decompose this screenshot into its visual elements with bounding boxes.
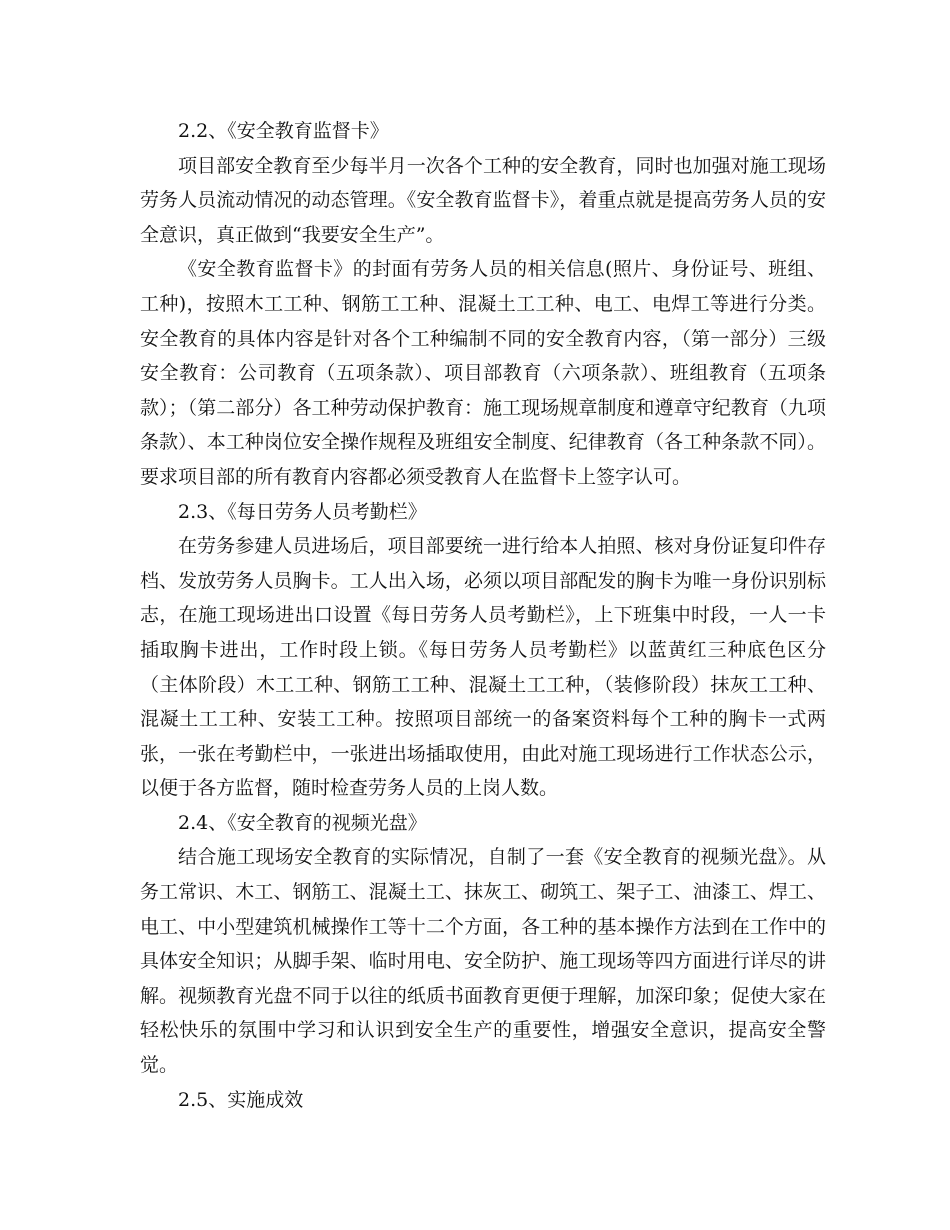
section-heading-2-2: 2.2、《安全教育监督卡》 (178, 120, 389, 142)
section-heading-2-4: 2.4、《安全教育的视频光盘》 (178, 811, 427, 834)
document-body (140, 114, 826, 1117)
paragraph: 在劳务参建人员进场后，项目部要统一进行给本人拍照、核对身份证复印件存档、发放劳务人员胸卡。工人出入场，必须以项目部配发的胸卡为唯一身份识别标志，在施工现场进出口设置《每日劳务人员考勤栏》，上下班集中时段，一人一卡插取胸卡进出，工作时段上锁。《每日劳务人员考勤栏》以蓝黄红三种底色区分（主体阶段）木工工种、钢筋工工种、混凝土工工种，（装修阶段）抹灰工工种、混凝土工工种、安装工工种。按照项目部统一的备案资料每个工种的胸卡一式两张，一张在考勤栏中，一张进出场插取使用，由此对施工现场进行工作状态公示，以便于各方监督，随时检查劳务人员的上岗人数。 (140, 535, 826, 800)
paragraph: 《安全教育监督卡》的封面有劳务人员的相关信息(照片、身份证号、班组、工种)，按照木工工种、钢筋工工种、混凝土工工种、电工、电焊工等进行分类。安全教育的具体内容是针对各个工种编制不同的安全教育内容，（第一部分）三级安全教育：公司教育（五项条款）、项目部教育（六项条款）、班组教育（五项条款）；（第二部分）各工种劳动保护教育：施工现场规章制度和遵章守纪教育（九项条款）、本工种岗位安全操作规程及班组安全制度、纪律教育（各工种条款不同）。要求项目部的所有教育内容都必须受教育人在监督卡上签字认可。 (140, 258, 826, 488)
section-heading-2-5: 2.5、实施成效 (178, 1088, 304, 1111)
paragraph: 结合施工现场安全教育的实际情况，自制了一套《安全教育的视频光盘》。从务工常识、木工、钢筋工、混凝土工、抹灰工、砌筑工、架子工、油漆工、焊工、电工、中小型建筑机械操作工等十二个方面，各工种的基本操作方法到在工作中的具体安全知识；从脚手架、临时用电、安全防护、施工现场等四方面进行详尽的讲解。视频教育光盘不同于以往的纸质书面教育更便于理解，加深印象；促使大家在轻松快乐的氛围中学习和认识到安全生产的重要性，增强安全意识，提高安全警觉。 (140, 846, 826, 1077)
section-heading-2-3: 2.3、《每日劳务人员考勤栏》 (178, 500, 427, 523)
paragraph: 项目部安全教育至少每半月一次各个工种的安全教育，同时也加强对施工现场劳务人员流动情况的动态管理。《安全教育监督卡》，着重点就是提高劳务人员的安全意识，真正做到“我要安全生产”。 (140, 154, 826, 246)
